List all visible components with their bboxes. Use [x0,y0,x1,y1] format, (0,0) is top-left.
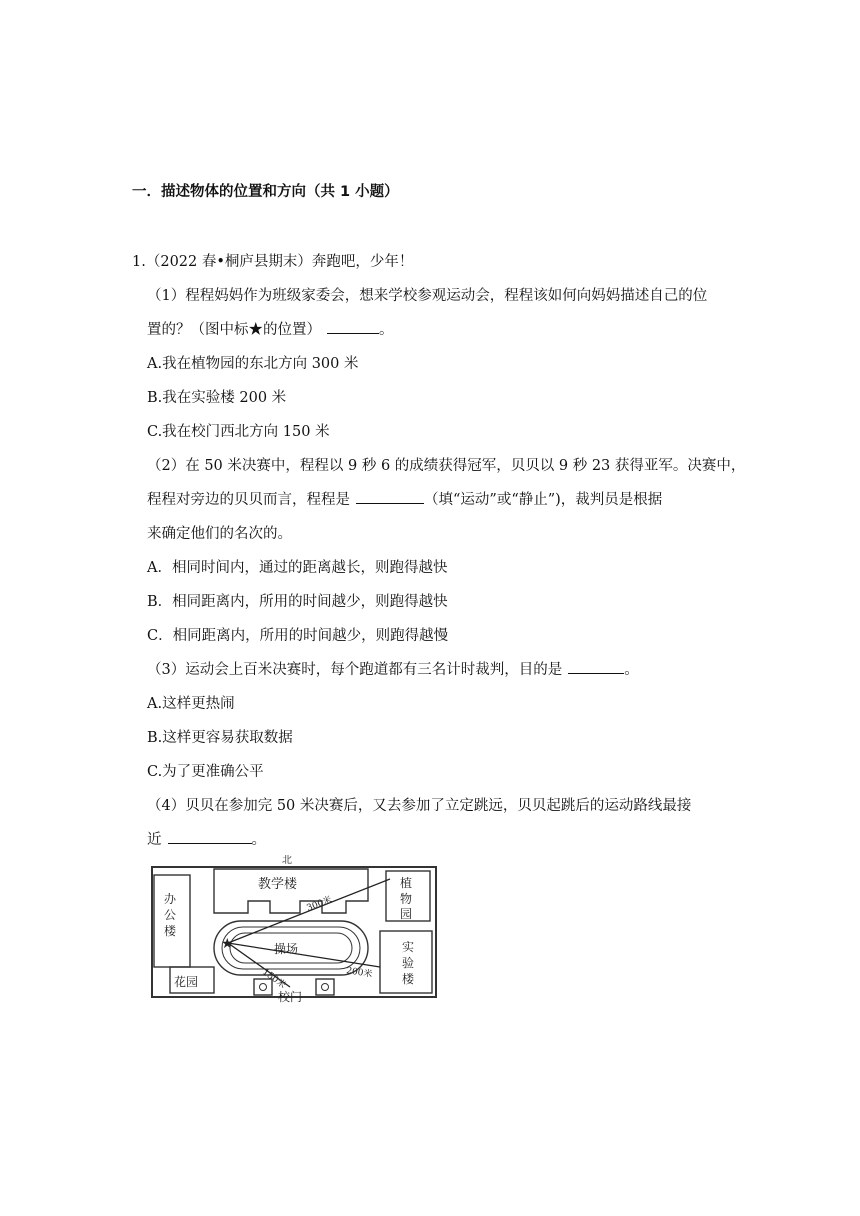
answer-blank-4[interactable] [168,829,252,844]
part2-option-c: C．相同距离内，所用的时间越少，则跑得越慢 [147,628,449,644]
answer-blank-3[interactable] [568,659,624,674]
part1-suffix: 。 [379,322,394,338]
lab-char-3: 楼 [402,972,415,986]
distance-300-label: 300米 [305,895,334,914]
part2-label: （2）在 50 米决赛中，程程以 9 秒 6 的成绩获得冠军，贝贝以 9 秒 23 获得亚军。决赛中， [147,458,746,474]
botanical-char-1: 植 [400,876,413,890]
section-title: 一．描述物体的位置和方向（共 1 小题） [132,184,399,200]
question-source: （2022 春•桐庐县期末）奔跑吧，少年！ [145,254,414,270]
office-char-1: 办 [164,892,177,906]
answer-blank-1[interactable] [327,319,379,334]
part2-label-cont [147,488,662,509]
part3-option-b: B.这样更容易获取数据 [147,730,293,746]
distance-150-label: 150米 [260,967,288,991]
star-marker: ★ [221,936,234,952]
part4-label-cont [147,828,266,849]
part3-suffix: 。 [624,662,639,678]
office-char-3: 楼 [164,924,177,938]
part1-label-cont [147,318,394,339]
part2-option-b: B．相同距离内，所用的时间越少，则跑得越快 [147,594,448,610]
distance-200-label: 200米 [345,966,373,981]
part3-label [147,658,639,679]
botanical-char-3: 园 [400,907,413,921]
question-number: 1. [132,254,146,270]
part2-option-a: A．相同时间内，通过的距离越长，则跑得越快 [147,560,448,576]
part2-label-cont2: 来确定他们的名次的。 [147,526,292,542]
botanical-char-2: 物 [400,892,413,906]
gate-post-right-mark [322,984,329,991]
part4-label: （4）贝贝在参加完 50 米决赛后，又去参加了立定跳远，贝贝起跳后的运动路线最接 [147,798,692,814]
part3-option-a: A.这样更热闹 [147,696,235,712]
north-label: 北 [282,855,292,866]
part1-text: 置的？（图中标★的位置） [147,322,321,338]
part1-option-c: C.我在校门西北方向 150 米 [147,424,330,440]
part1-label: （1）程程妈妈作为班级家委会，想来学校参观运动会，程程该如何向妈妈描述自己的位 [147,288,708,304]
part4-text: 近 [147,832,162,848]
part4-suffix: 。 [251,832,266,848]
office-char-2: 公 [164,908,177,922]
gate-post-right [316,979,334,995]
part2-text: 程程对旁边的贝贝而言，程程是 [147,492,350,508]
lab-char-2: 验 [402,956,415,970]
campus-map [150,855,450,1003]
part2-text-suffix: （填“运动”或“静止”)，裁判员是根据 [424,492,663,508]
part1-option-a: A.我在植物园的东北方向 300 米 [147,356,359,372]
part3-option-c: C.为了更准确公平 [147,764,264,780]
gate-post-left-mark [260,984,267,991]
question-stem [132,250,413,271]
answer-blank-2[interactable] [356,489,424,504]
playground-label: 操场 [274,942,299,956]
part1-option-b: B.我在实验楼 200 米 [147,390,287,406]
lab-char-1: 实 [402,940,415,954]
gate-label: 校门 [278,990,303,1003]
part3-text: （3）运动会上百米决赛时，每个跑道都有三名计时裁判，目的是 [147,662,563,678]
teaching-building-label: 教学楼 [258,877,298,892]
garden-label: 花园 [174,975,199,989]
